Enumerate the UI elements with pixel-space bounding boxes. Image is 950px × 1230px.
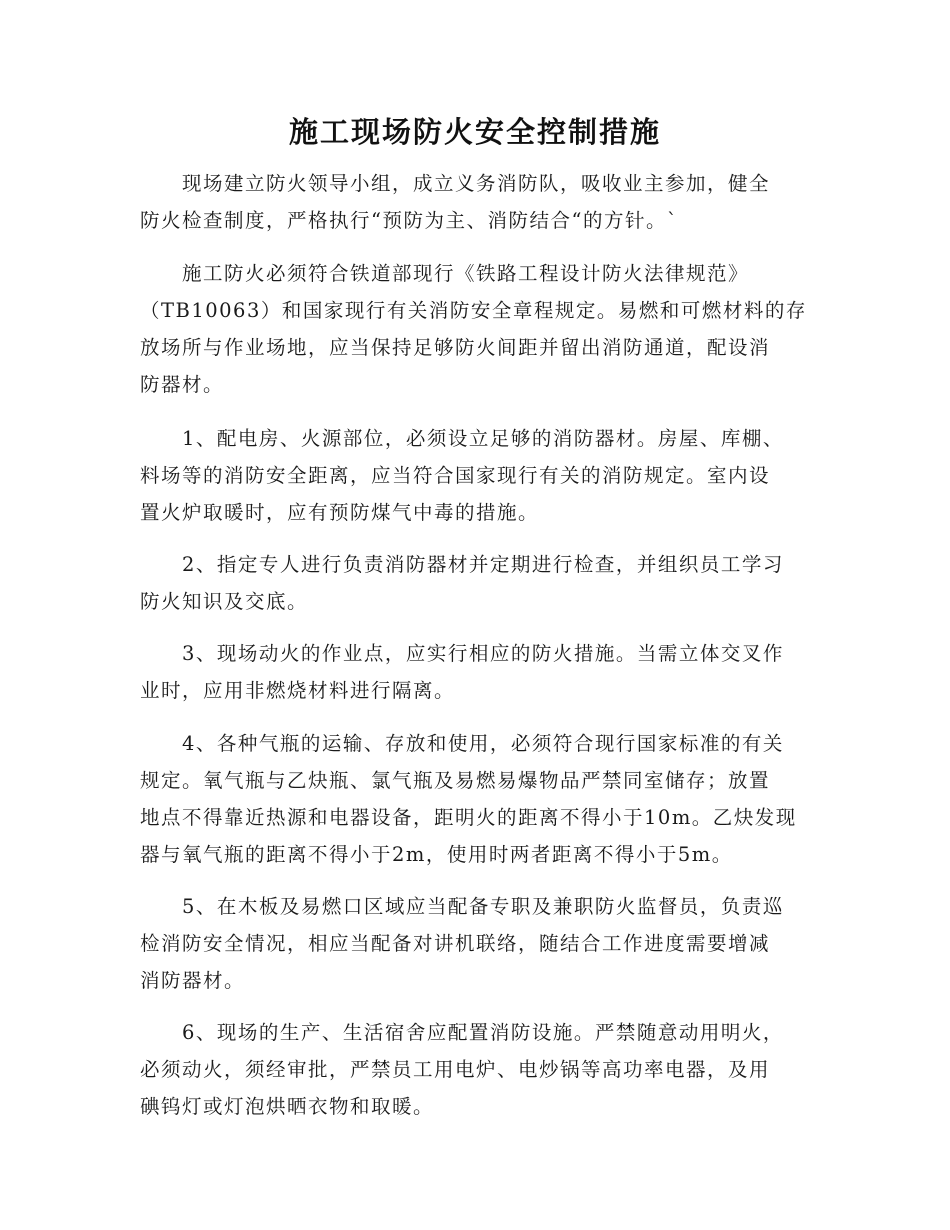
paragraph-item-1 — [140, 420, 810, 531]
paragraph-item-4 — [140, 725, 810, 873]
paragraph-line: 业时，应用非燃烧材料进行隔离。 — [140, 679, 456, 702]
paragraph-standards — [140, 255, 810, 403]
paragraph-line: 地点不得靠近热源和电器设备，距明火的距离不得小于10m。乙炔发现 — [140, 806, 797, 829]
paragraph-line: 器与氧气瓶的距离不得小于2m，使用时两者距离不得小于5m。 — [140, 843, 733, 866]
paragraph-line: 放场所与作业场地，应当保持足够防火间距并留出消防通道，配设消 — [140, 336, 771, 359]
paragraph-line: 防器材。 — [140, 373, 225, 396]
paragraph-line: （TB10063）和国家现行有关消防安全章程规定。易燃和可燃材料的存 — [140, 299, 807, 322]
paragraph-line: 施工防火必须符合铁道部现行《铁路工程设计防火法律规范》 — [140, 262, 750, 285]
paragraph-line: 5、在木板及易燃口区域应当配备专职及兼职防火监督员，负责巡 — [140, 895, 784, 918]
paragraph-line: 消防器材。 — [140, 969, 246, 992]
paragraph-line: 4、各种气瓶的运输、存放和使用，必须符合现行国家标准的有关 — [140, 732, 784, 755]
paragraph-line: 现场建立防火领导小组，成立义务消防队，吸收业主参加，健全 — [140, 172, 771, 195]
paragraph-item-2 — [140, 546, 810, 620]
paragraph-line: 检消防安全情况，相应当配备对讲机联络，随结合工作进度需要增减 — [140, 932, 771, 955]
paragraph-line: 防火检查制度，严格执行“预防为主、消防结合“的方针。` — [140, 209, 679, 232]
paragraph-item-5 — [140, 888, 810, 999]
paragraph-line: 置火炉取暖时，应有预防煤气中毒的措施。 — [140, 501, 540, 524]
paragraph-line: 2、指定专人进行负责消防器材并定期进行检查，并组织员工学习 — [140, 553, 784, 576]
paragraph-line: 碘钨灯或灯泡烘晒衣物和取暖。 — [140, 1095, 435, 1118]
paragraph-line: 3、现场动火的作业点，应实行相应的防火措施。当需立体交叉作 — [140, 642, 784, 665]
paragraph-item-6 — [140, 1014, 810, 1125]
paragraph-line: 1、配电房、火源部位，必须设立足够的消防器材。房屋、库棚、 — [140, 427, 784, 450]
paragraph-line: 料场等的消防安全距离，应当符合国家现行有关的消防规定。室内设 — [140, 464, 771, 487]
paragraph-line: 6、现场的生产、生活宿舍应配置消防设施。严禁随意动用明火， — [140, 1021, 784, 1044]
document-title: 施工现场防火安全控制措施 — [288, 115, 661, 149]
paragraph-intro — [140, 165, 810, 239]
paragraph-line: 防火知识及交底。 — [140, 590, 309, 613]
paragraph-item-3 — [140, 635, 810, 709]
paragraph-line: 规定。氧气瓶与乙炔瓶、氯气瓶及易燃易爆物品严禁同室储存；放置 — [140, 769, 771, 792]
paragraph-line: 必须动火，须经审批，严禁员工用电炉、电炒锅等高功率电器，及用 — [140, 1058, 771, 1081]
